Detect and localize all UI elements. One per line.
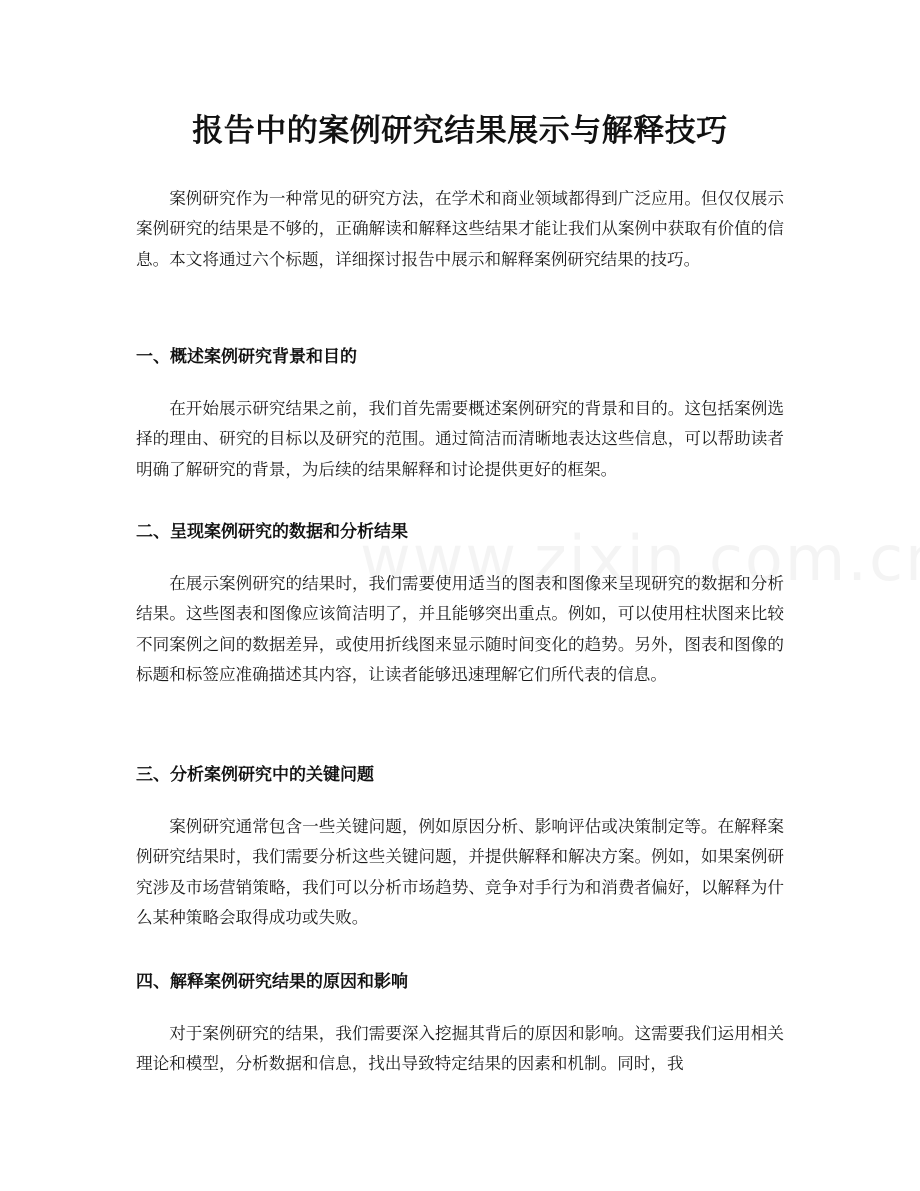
intro-paragraph: 案例研究作为一种常见的研究方法，在学术和商业领域都得到广泛应用。但仅仅展示案例研究的结果是不够的，正确解读和解释这些结果才能让我们从案例中获取有价值的信息。本文将通过六个标题，详细探讨报告中展示和解释案例研究结果的技巧。 — [136, 189, 784, 269]
section-heading-2: 二、呈现案例研究的数据和分析结果 — [136, 522, 408, 542]
document-title: 报告中的案例研究结果展示与解释技巧 — [192, 113, 728, 149]
section-heading-4: 四、解释案例研究结果的原因和影响 — [136, 972, 408, 992]
section-heading-3: 三、分析案例研究中的关键问题 — [136, 765, 374, 785]
section-body-3: 案例研究通常包含一些关键问题，例如原因分析、影响评估或决策制定等。在解释案例研究结果时，我们需要分析这些关键问题，并提供解释和解决方案。例如，如果案例研究涉及市场营销策略，我们可以分析市场趋势、竞争对手行为和消费者偏好，以解释为什么某种策略会取得成功或失败。 — [136, 817, 784, 927]
section-body-1: 在开始展示研究结果之前，我们首先需要概述案例研究的背景和目的。这包括案例选择的理由、研究的目标以及研究的范围。通过简洁而清晰地表达这些信息，可以帮助读者明确了解研究的背景，为后续的结果解释和讨论提供更好的框架。 — [136, 399, 784, 479]
section-heading-1: 一、概述案例研究背景和目的 — [136, 347, 357, 367]
section-body-2: 在展示案例研究的结果时，我们需要使用适当的图表和图像来呈现研究的数据和分析结果。这些图表和图像应该简洁明了，并且能够突出重点。例如，可以使用柱状图来比较不同案例之间的数据差异，或使用折线图来显示随时间变化的趋势。另外，图表和图像的标题和标签应准确描述其内容，让读者能够迅速理解它们所代表的信息。 — [136, 574, 784, 684]
section-body-4: 对于案例研究的结果，我们需要深入挖掘其背后的原因和影响。这需要我们运用相关理论和模型，分析数据和信息，找出导致特定结果的因素和机制。同时，我 — [136, 1024, 784, 1074]
